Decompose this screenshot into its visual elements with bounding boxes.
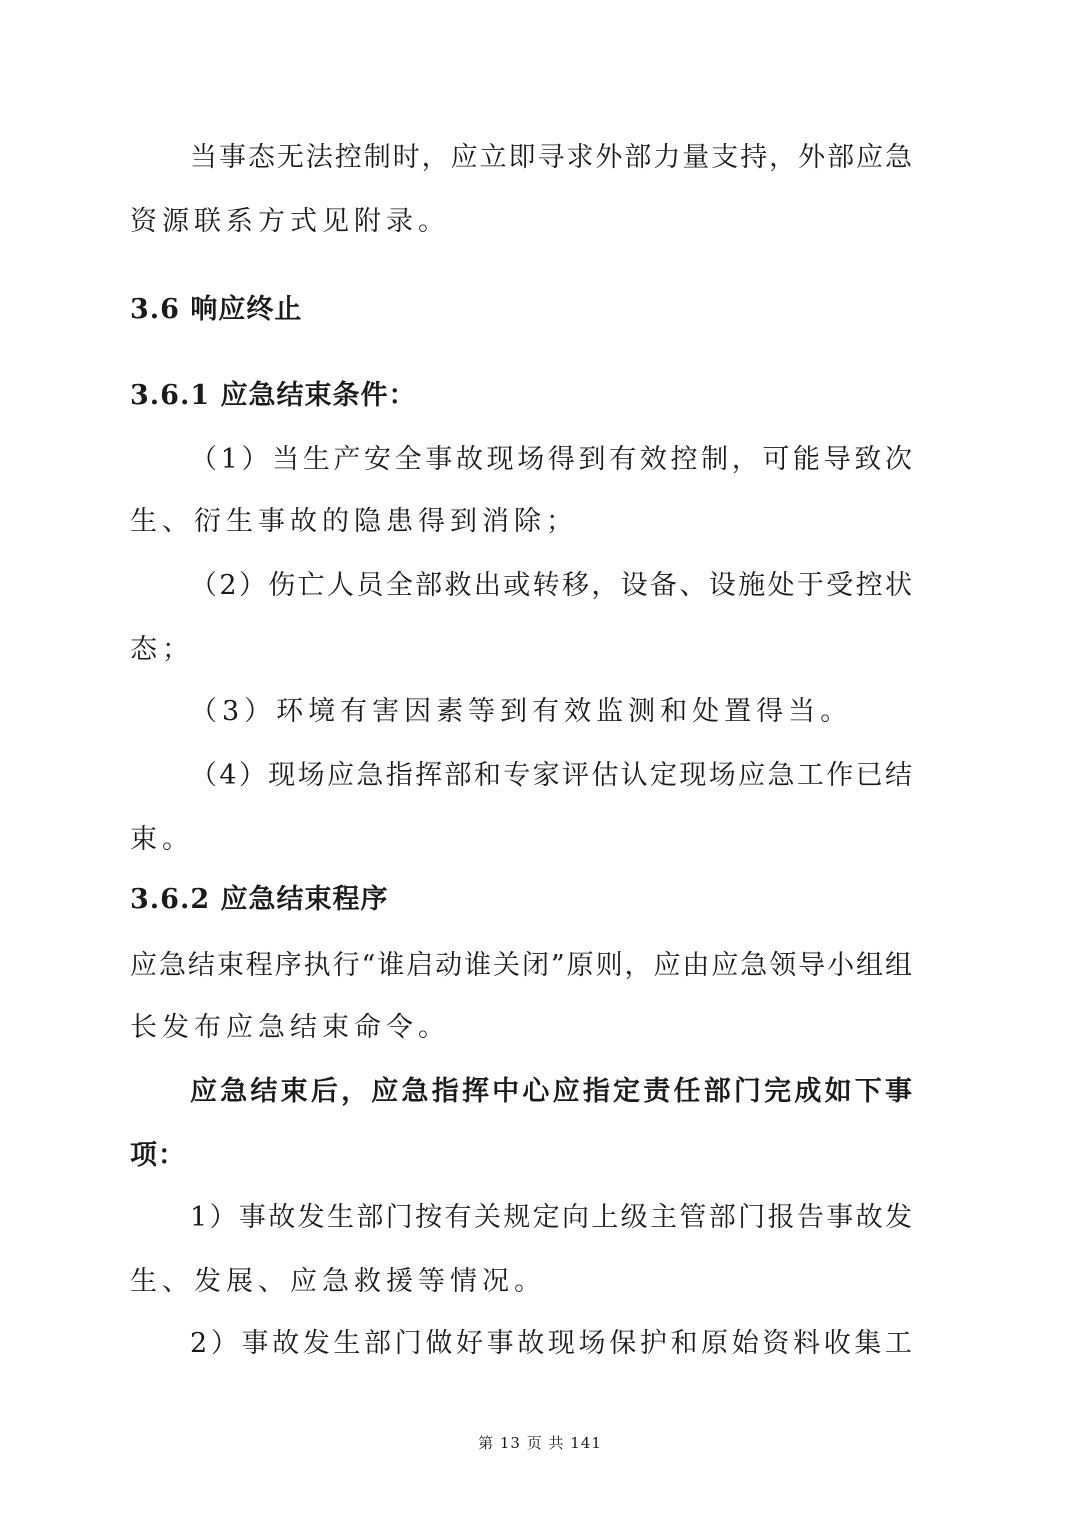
condition-item-continuation: 态；: [130, 634, 194, 665]
page-number-footer: 第 13 页 共 141: [478, 1434, 602, 1452]
paragraph-line: 长发布应急结束命令。: [130, 1012, 450, 1043]
condition-item: （4）现场应急指挥部和专家评估认定现场应急工作已结: [190, 760, 912, 791]
condition-item: （3）环境有害因素等到有效监测和处置得当。: [190, 696, 853, 727]
list-item: 1）事故发生部门按有关规定向上级主管部门报告事故发: [190, 1202, 912, 1233]
condition-item: （1）当生产安全事故现场得到有效控制，可能导致次: [190, 444, 912, 475]
paragraph-line: 当事态无法控制时，应立即寻求外部力量支持，外部应急: [190, 142, 912, 173]
section-heading: 3.6 响应终止: [130, 294, 303, 325]
paragraph-line: 应急结束程序执行“谁启动谁关闭”原则，应由应急领导小组组: [130, 950, 912, 981]
subsection-heading: 3.6.1 应急结束条件：: [130, 380, 417, 411]
bold-paragraph-line: 应急结束后，应急指挥中心应指定责任部门完成如下事: [190, 1076, 912, 1107]
bold-paragraph-line: 项：: [130, 1140, 186, 1171]
list-item: 2）事故发生部门做好事故现场保护和原始资料收集工: [190, 1328, 912, 1359]
condition-item-continuation: 束。: [130, 824, 194, 855]
paragraph-line: 资源联系方式见附录。: [130, 206, 450, 237]
subsection-heading: 3.6.2 应急结束程序: [130, 884, 389, 915]
condition-item-continuation: 生、衍生事故的隐患得到消除；: [130, 506, 578, 537]
condition-item: （2）伤亡人员全部救出或转移，设备、设施处于受控状: [190, 570, 912, 601]
list-item-continuation: 生、发展、应急救援等情况。: [130, 1266, 546, 1297]
